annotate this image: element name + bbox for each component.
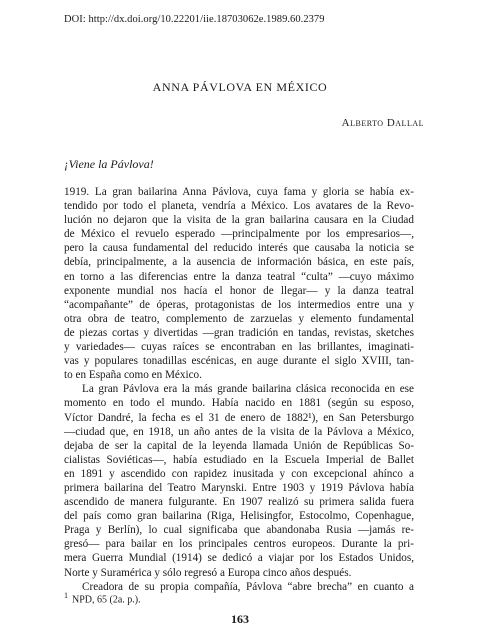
doi-header: DOI: http://dx.doi.org/10.22201/iie.18703062e.1989.60.2379: [64, 14, 325, 25]
text-line: vas y populares tonadillas escénicas, en auge durante el siglo XVIII, tan-: [64, 355, 414, 368]
article-body: [64, 185, 414, 594]
text-line: dejaba de ser la capital de la leyenda llamada Unión de Repúblicas So-: [64, 439, 414, 452]
page-number: 163: [231, 612, 249, 626]
text-line: exponente mundial nos hacía el honor de llegar— y la danza teatral: [64, 284, 414, 297]
text-line: y variedades— cuyas raíces se encontraban en las brillantes, imaginati-: [64, 341, 414, 354]
text-line: otra obra de teatro, complemento de zarzuelas y elemento fundamental: [64, 312, 414, 325]
text-line: —ciudad que, en 1918, un año antes de la visita de la Pávlova a México,: [64, 425, 414, 438]
text-line: lución no dejaron que la visita de la gran bailarina causara en la Ciudad: [64, 214, 414, 227]
text-line: 1919. La gran bailarina Anna Pávlova, cuya fama y gloria se había ex-: [64, 186, 414, 198]
text-line: del país como gran bailarina (Riga, Helisingfor, Estocolmo, Copenhague,: [64, 510, 414, 523]
text-line: primera bailarina del Teatro Marynski. Entre 1903 y 1919 Pávlova había: [64, 481, 414, 494]
text-line: Víctor Dandré, la fecha es el 31 de enero de 1882¹), en San Petersburgo: [64, 411, 414, 424]
article-author: Alberto Dallal: [341, 117, 424, 129]
text-line: de México el revuelo esperado —principalmente por los empresarios—,: [64, 228, 414, 241]
text-line: momento en todo el mundo. Había nacido en 1881 (según su esposo,: [64, 397, 414, 410]
paragraph-1: [64, 185, 414, 382]
text-line: tendido por todo el planeta, vendría a México. Los avatares de la Revo-: [64, 200, 414, 213]
text-line: to en España como en México.: [64, 369, 202, 382]
text-line: gresó— para bailar en los principales centros europeos. Durante la pri-: [64, 538, 414, 551]
footnote-text: NPD, 65 (2a. p.).: [72, 594, 141, 606]
text-line: “acompañante” de óperas, protagonistas de los intermedios entre una y: [64, 298, 414, 311]
text-line: Norte y Suramérica y sólo regresó a Europa cinco años después.: [64, 566, 352, 579]
text-line: en torno a las diferencias entre la danza teatral “culta” —cuyo máximo: [64, 270, 414, 283]
text-line: cialistas Soviéticas—, había estudiado en la Escuela Imperial de Ballet: [64, 453, 414, 466]
footnote: [64, 591, 141, 605]
text-line: pero la causa fundamental del reducido interés que causaba la noticia se: [64, 242, 414, 255]
text-line: La gran Pávlova era la más grande bailarina clásica reconocida en ese: [82, 383, 414, 396]
text-line: Praga y Berlín), lo cual significaba que abandonaba Rusia —jamás re-: [64, 524, 414, 537]
text-line: mera Guerra Mundial (1914) se dedicó a viajar por los Estados Unidos,: [64, 552, 414, 565]
article-title: ANNA PÁVLOVA EN MÉXICO: [152, 80, 328, 94]
section-heading: ¡Viene la Pávlova!: [64, 157, 154, 171]
footnote-mark: 1: [64, 591, 68, 600]
paragraph-2: [64, 382, 414, 579]
text-line: ascendido de manera fulgurante. En 1907 realizó su primera salida fuera: [64, 496, 414, 509]
text-line: debía, principalmente, a la ausencia de información básica, en este país,: [64, 256, 414, 269]
text-line: de piezas cortas y divertidas —gran tradición en tandas, revistas, sketches: [64, 326, 414, 339]
text-line: en 1891 y ascendido con rapidez inusitada y con excepcional ahínco a: [64, 467, 414, 480]
text-line: Creadora de su propia compañía, Pávlova “abre brecha” en cuanto a: [82, 580, 414, 593]
